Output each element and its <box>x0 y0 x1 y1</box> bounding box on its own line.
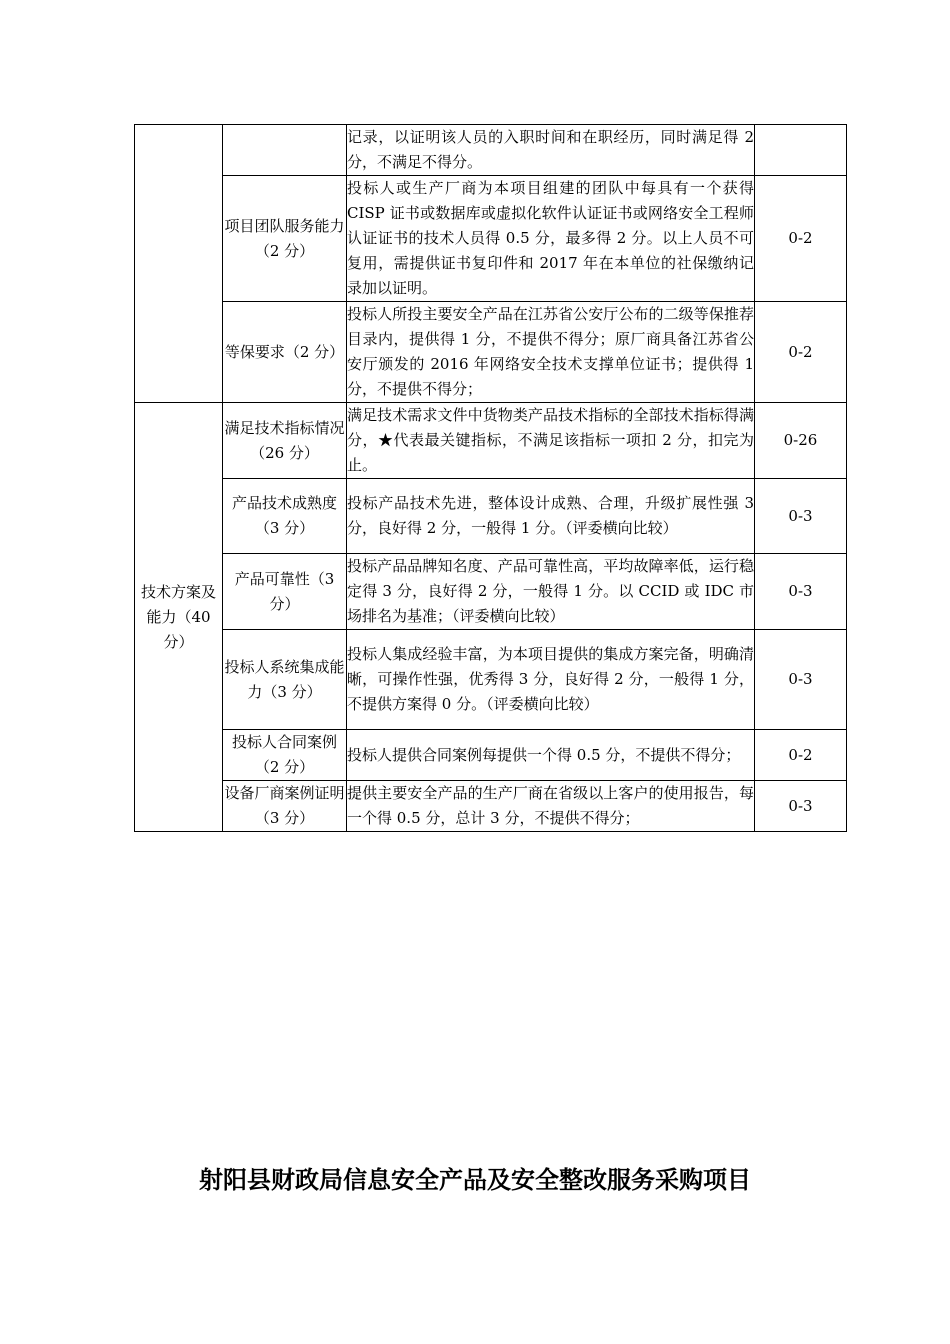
score-cell: 0-2 <box>755 730 847 781</box>
score-cell <box>755 125 847 176</box>
criteria-cell: 投标人所投主要安全产品在江苏省公安厅公布的二级等保推荐目录内，提供得 1 分，不提供不得分；原厂商具备江苏省公安厅颁发的 2016 年网络安全技术支撑单位证书；提供得 1 分，不提供不得分； <box>347 302 755 403</box>
score-cell: 0-2 <box>755 302 847 403</box>
item-cell: 项目团队服务能力（2 分） <box>223 176 347 302</box>
table-row <box>135 630 847 730</box>
criteria-cell: 记录，以证明该人员的入职时间和在职经历，同时满足得 2 分，不满足不得分。 <box>347 125 755 176</box>
criteria-cell: 满足技术需求文件中货物类产品技术指标的全部技术指标得满分，★代表最关键指标，不满足该指标一项扣 2 分，扣完为止。 <box>347 403 755 479</box>
item-cell: 投标人系统集成能力（3 分） <box>223 630 347 730</box>
item-cell: 满足技术指标情况（26 分） <box>223 403 347 479</box>
table-row <box>135 554 847 630</box>
scoring-table <box>134 124 847 832</box>
criteria-cell: 提供主要安全产品的生产厂商在省级以上客户的使用报告，每一个得 0.5 分，总计 3 分，不提供不得分； <box>347 781 755 832</box>
table-row <box>135 479 847 554</box>
score-cell: 0-2 <box>755 176 847 302</box>
table-row <box>135 125 847 176</box>
table-row <box>135 403 847 479</box>
item-cell: 产品可靠性（3 分） <box>223 554 347 630</box>
table-row <box>135 302 847 403</box>
score-cell: 0-3 <box>755 554 847 630</box>
category-cell: 技术方案及能力（40 分） <box>135 403 223 832</box>
score-cell: 0-3 <box>755 630 847 730</box>
table-row <box>135 781 847 832</box>
item-cell: 等保要求（2 分） <box>223 302 347 403</box>
criteria-cell: 投标产品技术先进，整体设计成熟、合理，升级扩展性强 3 分，良好得 2 分，一般得 1 分。（评委横向比较） <box>347 479 755 554</box>
project-title: 射阳县财政局信息安全产品及安全整改服务采购项目 <box>199 1166 751 1194</box>
item-cell <box>223 125 347 176</box>
criteria-cell: 投标人集成经验丰富，为本项目提供的集成方案完备，明确清晰，可操作性强，优秀得 3 分，良好得 2 分，一般得 1 分，不提供方案得 0 分。（评委横向比较） <box>347 630 755 730</box>
score-cell: 0-3 <box>755 479 847 554</box>
score-cell: 0-3 <box>755 781 847 832</box>
score-cell: 0-26 <box>755 403 847 479</box>
criteria-cell: 投标产品品牌知名度、产品可靠性高，平均故障率低，运行稳定得 3 分，良好得 2 分，一般得 1 分。以 CCID 或 IDC 市场排名为基准；（评委横向比较） <box>347 554 755 630</box>
criteria-cell: 投标人或生产厂商为本项目组建的团队中每具有一个获得 CISP 证书或数据库或虚拟化软件认证证书或网络安全工程师认证证书的技术人员得 0.5 分，最多得 2 分。以上人员不可复用，需提供证书复印件和 2017 年在本单位的社保缴纳记录加以证明。 <box>347 176 755 302</box>
item-cell: 产品技术成熟度（3 分） <box>223 479 347 554</box>
table-row <box>135 730 847 781</box>
category-cell <box>135 125 223 403</box>
criteria-cell: 投标人提供合同案例每提供一个得 0.5 分，不提供不得分； <box>347 730 755 781</box>
item-cell: 投标人合同案例（2 分） <box>223 730 347 781</box>
item-cell: 设备厂商案例证明（3 分） <box>223 781 347 832</box>
table-row <box>135 176 847 302</box>
